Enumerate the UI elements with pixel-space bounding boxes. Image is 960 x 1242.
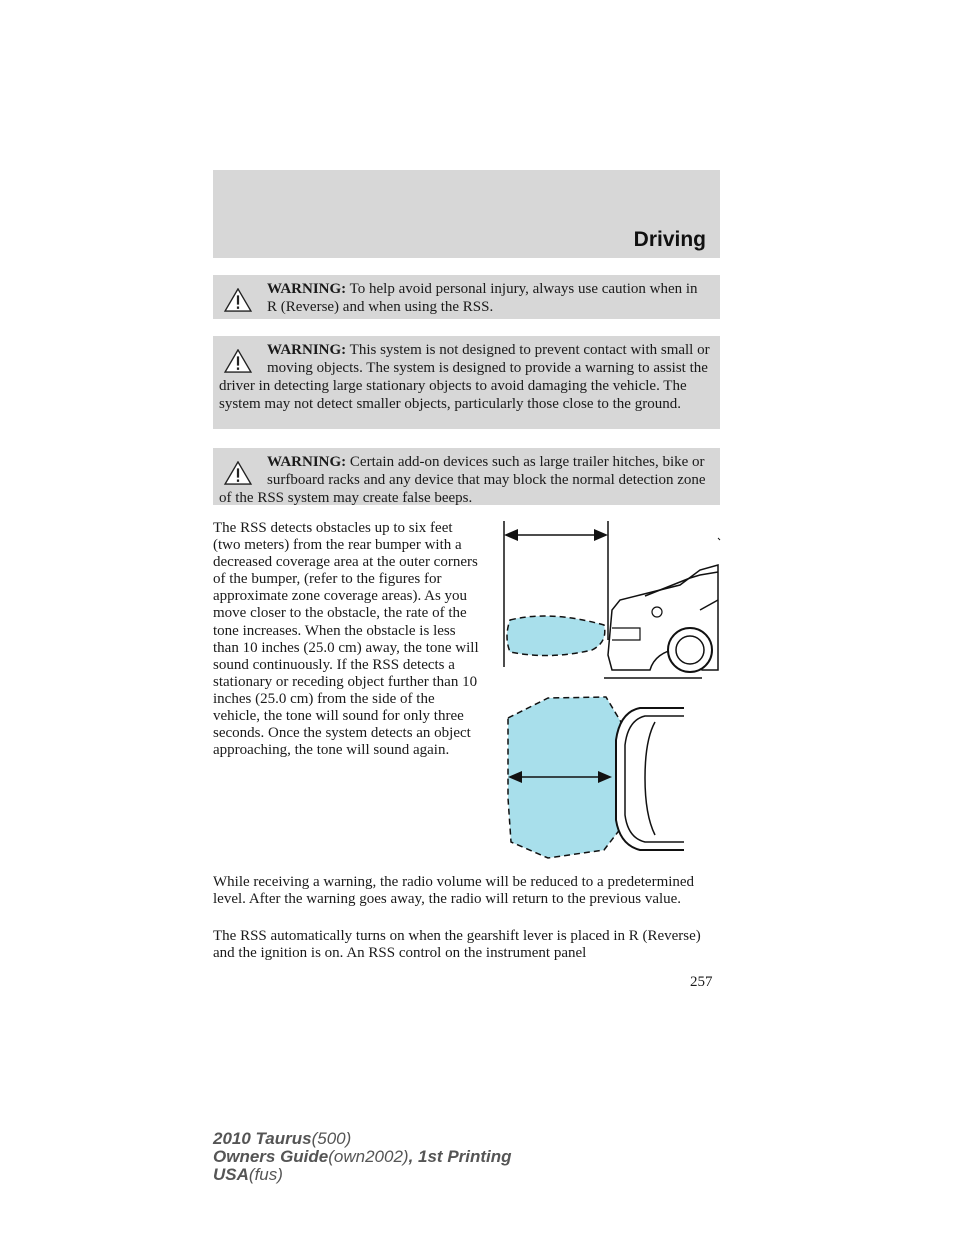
rss-auto-on-paragraph: The RSS automatically turns on when the gearshift lever is placed in R (Reverse) and the ignition is on. An RSS control on the instrument panel (213, 928, 701, 962)
warning-text: To help avoid personal injury, always use caution when in R (Reverse) and when using the RSS. (267, 281, 698, 315)
footer-printing: , 1st Printing (408, 1147, 512, 1166)
warning-triangle-icon (223, 288, 253, 312)
radio-volume-paragraph: While receiving a warning, the radio volume will be reduced to a predetermined level. After the warning goes away, the radio will return to the previous value. (213, 874, 695, 908)
warning-triangle-icon (223, 461, 253, 485)
footer-guide-code: (own2002) (328, 1147, 409, 1166)
warning-text: Certain add-on devices such as large trailer hitches, bike or surfboard racks and any device that may block the normal detection zone of the RSS system may create false beeps. (219, 454, 706, 506)
warning-triangle-icon (223, 349, 253, 373)
side-view-figure (504, 521, 720, 678)
footer-guide: Owners Guide (213, 1147, 329, 1166)
warning-label: WARNING: (267, 281, 347, 297)
warning-text: This system is not designed to prevent contact with small or moving objects. The system is designed to provide a warning to assist the driver in detecting large stationary objects to avoid damaging the vehicle. The system may not detect smaller objects, particularly those close to the ground. (219, 342, 710, 412)
document-footer (213, 1130, 512, 1184)
warning-box-2 (213, 336, 720, 429)
page-number: 257 (690, 974, 713, 990)
section-header (213, 170, 720, 258)
warning-label: WARNING: (267, 342, 347, 358)
footer-market-code: (fus) (248, 1165, 283, 1184)
section-title: Driving (633, 228, 706, 251)
warning-label: WARNING: (267, 454, 347, 470)
warning-box-1 (213, 275, 720, 319)
warning-box-3 (213, 448, 720, 505)
top-view-figure (508, 697, 684, 858)
footer-model: 2010 Taurus (213, 1129, 312, 1148)
footer-market: USA (213, 1165, 249, 1184)
footer-model-code: (500) (311, 1129, 352, 1148)
rss-coverage-diagram (490, 515, 722, 865)
rss-detection-paragraph: The RSS detects obstacles up to six feet (two meters) from the rear bumper with a decreased coverage area at the outer corners of the bumper, (refer to the figures for approximate zone coverage areas). As you move closer to the obstacle, the rate of the tone increases. When the obstacle is less than 10 inches (25.0 cm) away, the tone will sound continuously. If the RSS detects a stationary or receding object further than 10 inches (25.0 cm) from the side of the vehicle, the tone will sound for only three seconds. Once the system detects an object approaching, the tone will sound again. (213, 520, 479, 759)
